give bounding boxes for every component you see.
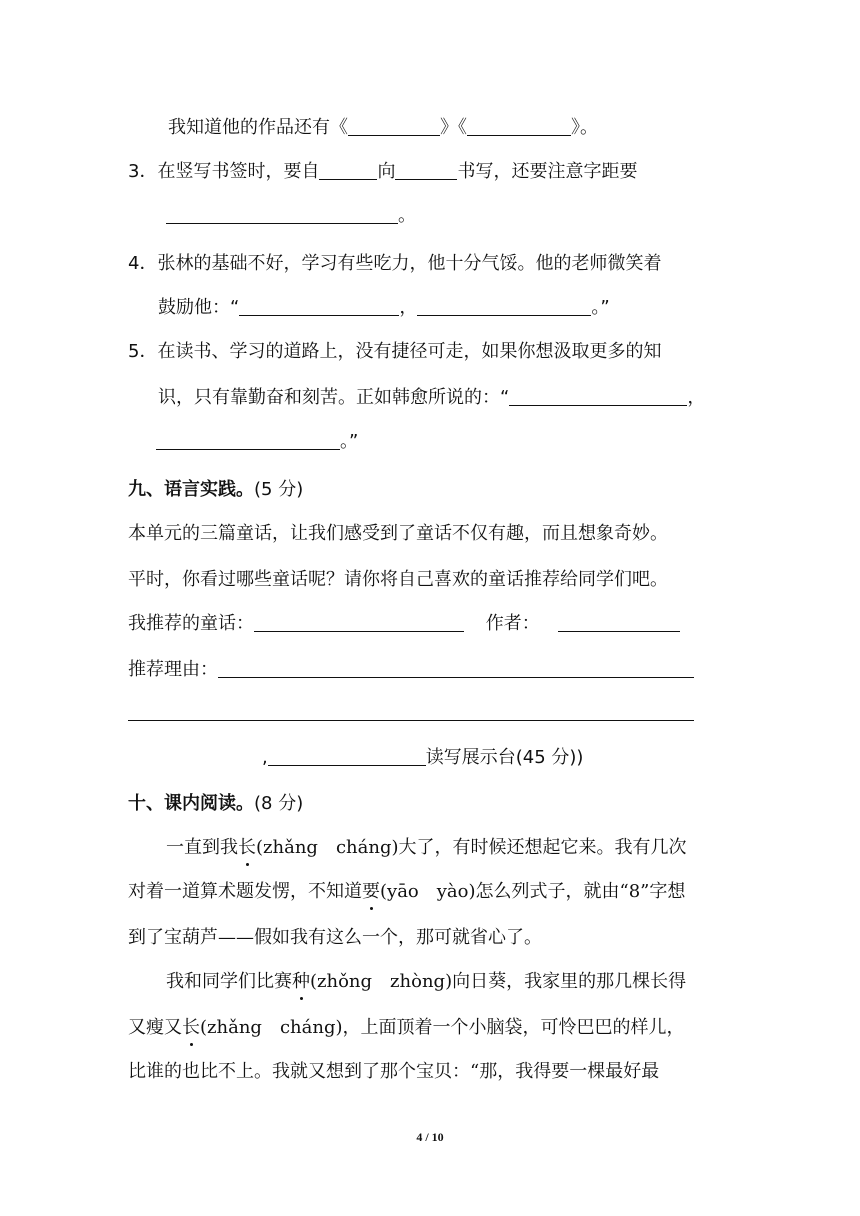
q9-paragraph-1: 本单元的三篇童话，让我们感受到了童话不仅有趣，而且想象奇妙。 <box>128 523 668 544</box>
reading-line-5: 又瘦又长(zhǎng cháng)，上面顶着一个小脑袋，可怜巴巴的样儿， <box>128 1017 685 1038</box>
answer-blank[interactable] <box>166 205 398 224</box>
question-4-cont: 鼓励他：“ ， 。” <box>158 297 610 318</box>
reading-line-1: 一直到我长(zhǎng cháng)大了，有时候还想起它来。我有几次 <box>166 837 687 858</box>
reading-line-6: 比谁的也比不上。我就又想到了那个宝贝：“那，我得要一棵最好最 <box>128 1061 660 1082</box>
answer-blank[interactable] <box>509 387 687 406</box>
question-5-cont2: 。” <box>156 430 358 454</box>
recommend-line: 我推荐的童话： 作者： <box>128 612 680 636</box>
section-title: , 读写展示台(45 分)) <box>262 747 584 768</box>
question-3-cont: 。 <box>166 204 416 228</box>
reason-line: 推荐理由： <box>128 658 694 682</box>
reading-line-3: 到了宝葫芦——假如我有这么一个，那可就省心了。 <box>128 927 542 948</box>
question-3: 3．在竖写书签时，要自 向 书写，还要注意字距要 <box>128 161 638 182</box>
reading-line-2: 对着一道算术题发愣，不知道要(yāo yào)怎么列式子，就由“8”字想 <box>128 881 686 902</box>
q8-works-line: 我知道他的作品还有《 》《 》。 <box>168 117 598 138</box>
page-number: 4 / 10 <box>416 1130 444 1144</box>
section-9-heading: 九、语言实践。(5 分) <box>128 479 304 500</box>
question-5: 5．在读书、学习的道路上，没有捷径可走，如果你想汲取更多的知 <box>128 341 662 362</box>
answer-blank[interactable] <box>467 117 571 136</box>
author-field[interactable] <box>558 613 680 632</box>
reason-field[interactable] <box>218 659 694 678</box>
q9-paragraph-2: 平时，你看过哪些童话呢？请你将自己喜欢的童话推荐给同学们吧。 <box>128 569 668 590</box>
question-4: 4．张林的基础不好，学习有些吃力，他十分气馁。他的老师微笑着 <box>128 253 662 274</box>
answer-blank[interactable] <box>156 431 340 450</box>
answer-blank[interactable] <box>319 161 377 180</box>
answer-blank[interactable] <box>417 297 591 316</box>
reason-field-2[interactable] <box>128 720 694 721</box>
question-5-cont: 识，只有靠勤奋和刻苦。正如韩愈所说的：“ ， <box>158 387 706 408</box>
answer-blank[interactable] <box>348 117 440 136</box>
section-10-heading: 十、课内阅读。(8 分) <box>128 793 304 814</box>
answer-blank[interactable] <box>395 161 457 180</box>
answer-blank[interactable] <box>239 297 399 316</box>
section-underline <box>268 747 426 766</box>
reading-line-4: 我和同学们比赛种(zhǒng zhòng)向日葵，我家里的那几棵长得 <box>166 971 687 992</box>
recommend-field[interactable] <box>254 613 464 632</box>
